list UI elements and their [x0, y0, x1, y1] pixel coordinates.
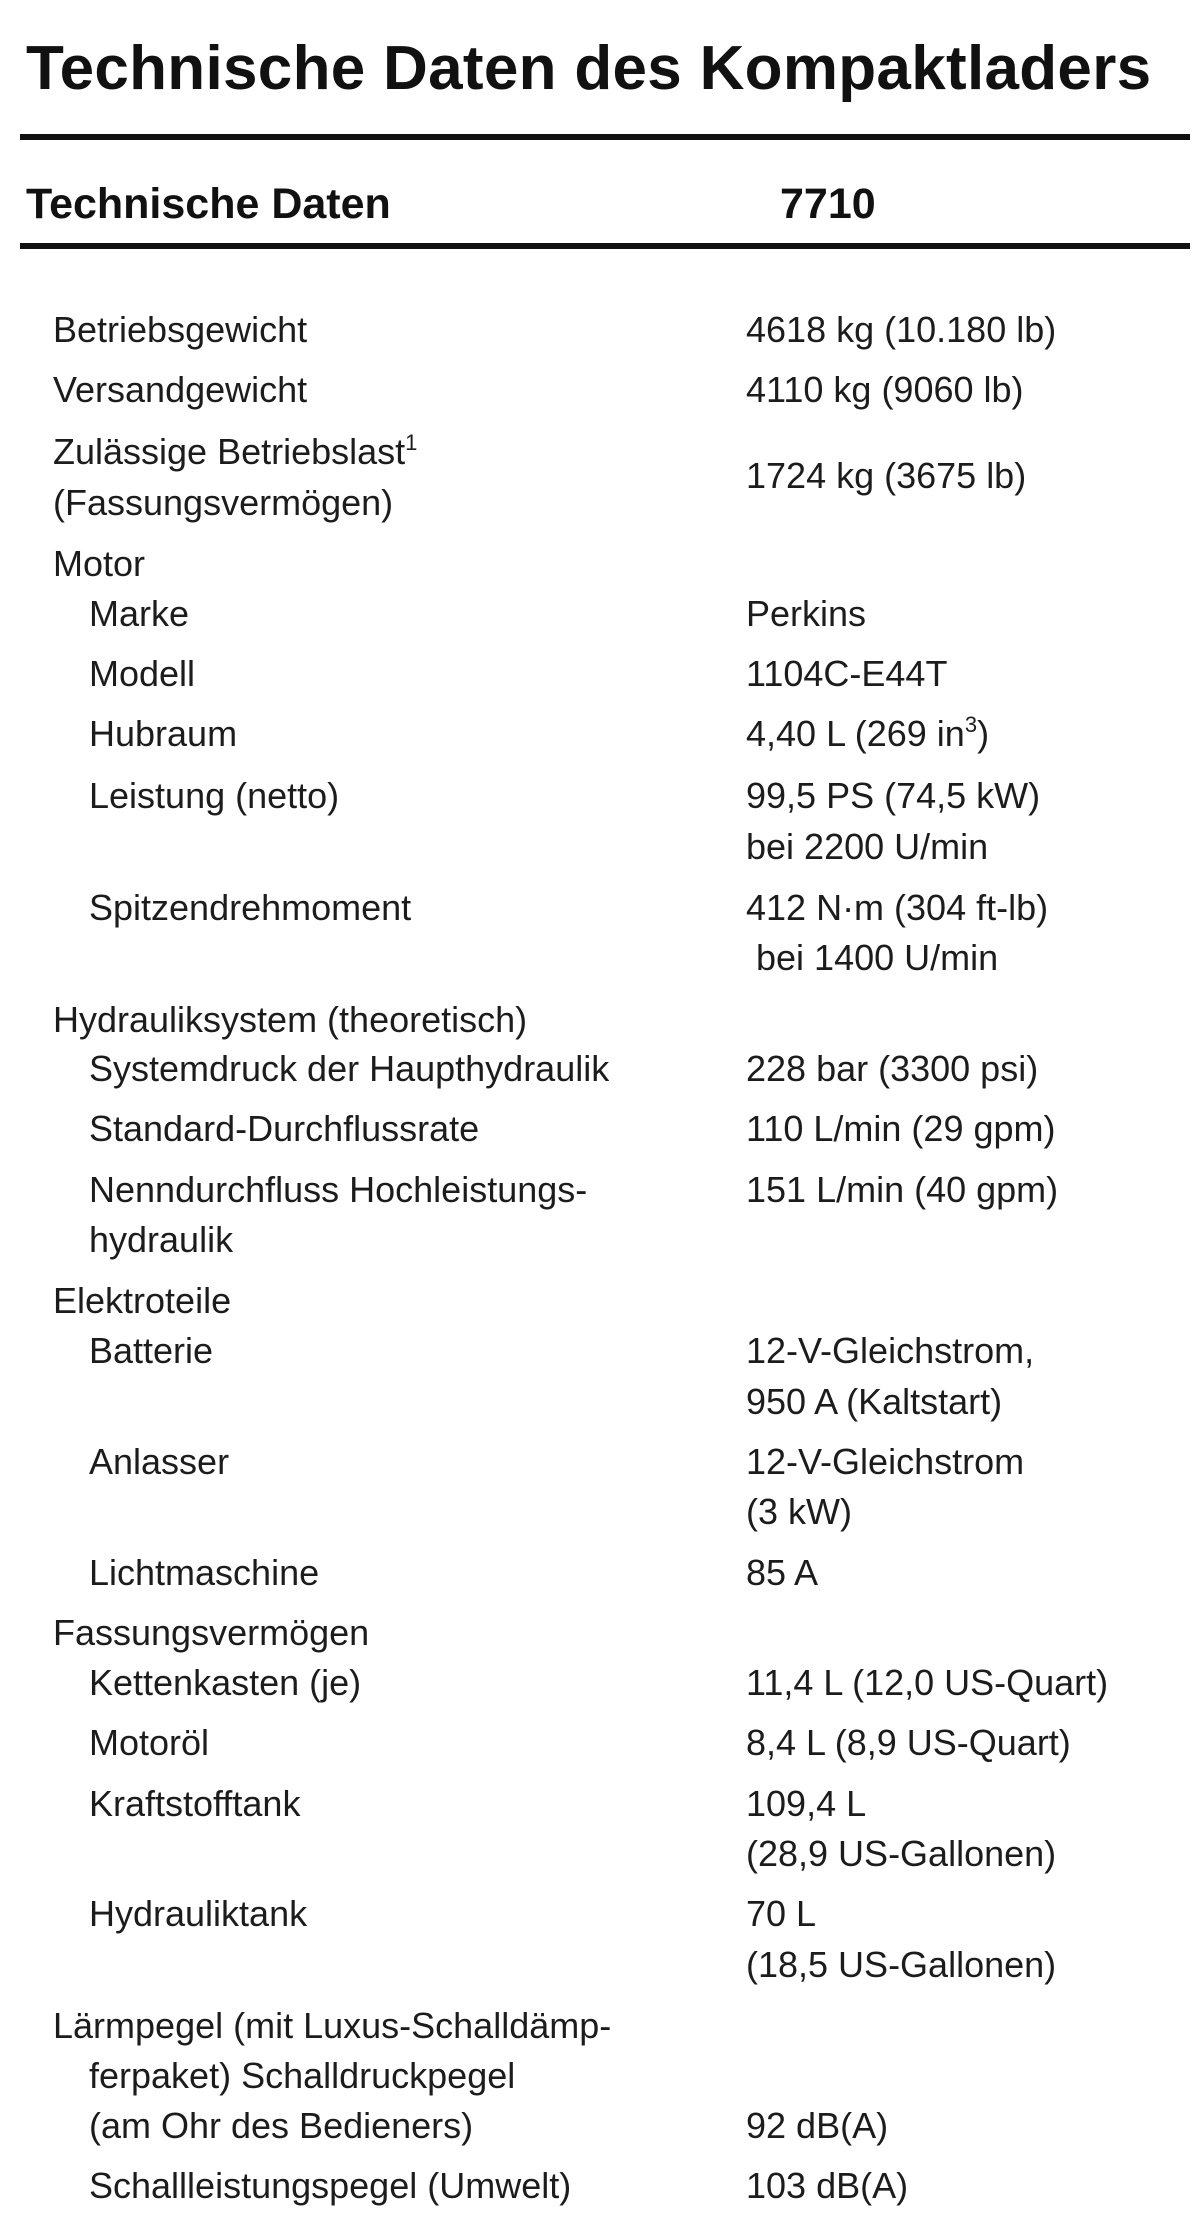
spec-value-leistung-2: bei 2200 U/min: [746, 826, 989, 867]
spec-label-modell: Modell: [89, 653, 196, 694]
spec-label-lichtmaschine: Lichtmaschine: [89, 1552, 320, 1593]
spec-label-systemdruck: Systemdruck der Haupthydraulik: [89, 1048, 610, 1089]
spec-label-hubraum: Hubraum: [89, 713, 238, 754]
spec-label-marke: Marke: [89, 593, 190, 634]
spec-value-marke: Perkins: [746, 593, 867, 634]
spec-value-kraftstoff-2: (28,9 US-Gallonen): [746, 1833, 1057, 1874]
spec-value-batterie-2: 950 A (Kaltstart): [746, 1381, 1003, 1422]
spec-label-hochleistung: Nenndurchfluss Hochleistungs-: [89, 1169, 588, 1210]
spec-value-leistung: 99,5 PS (74,5 kW): [746, 775, 1041, 816]
spec-label-drehmoment: Spitzendrehmoment: [89, 887, 412, 928]
spec-value-motoroel: 8,4 L (8,9 US-Quart): [746, 1722, 1071, 1763]
header-model: 7710: [780, 180, 876, 228]
spec-label-umwelt: Schallleistungspegel (Umwelt): [89, 2165, 572, 2206]
spec-value-hydrauliktank: 70 L: [746, 1893, 817, 1934]
spec-value-hubraum: 4,40 L (269 $in^3$): [746, 712, 990, 754]
page-title: Technische Daten des Kompaktladers: [26, 34, 1152, 103]
spec-value-kettenkasten: 11,4 L (12,0 US-Quart): [746, 1662, 1109, 1703]
spec-label-kettenkasten: Kettenkasten (je): [89, 1662, 362, 1703]
spec-value-versandgewicht: 4110 kg (9060 lb): [746, 369, 1024, 410]
spec-value-drehmoment: 412 N·m (304 ft-lb): [746, 887, 1049, 928]
spec-label-motoroel: Motoröl: [89, 1722, 210, 1763]
spec-value-anlasser-2: (3 kW): [746, 1491, 852, 1532]
section-fassung: Fassungsvermögen: [53, 1612, 370, 1653]
spec-value-schalldruck: 92 dB(A): [746, 2105, 889, 2146]
spec-value-batterie: 12-V-Gleichstrom,: [746, 1330, 1035, 1371]
section-laerm: Lärmpegel (mit Luxus-Schalldämp-: [53, 2005, 612, 2046]
footnote-marker: 1: [405, 430, 418, 455]
spec-value-betriebslast: 1724 kg (3675 lb): [746, 455, 1027, 496]
spec-value-systemdruck: 228 bar (3300 psi): [746, 1048, 1039, 1089]
spec-value-drehmoment-2: bei 1400 U/min: [756, 937, 999, 978]
spec-value-hydrauliktank-2: (18,5 US-Gallonen): [746, 1944, 1057, 1985]
spec-label-durchfluss: Standard-Durchflussrate: [89, 1108, 480, 1149]
spec-label-versandgewicht: Versandgewicht: [53, 369, 308, 410]
spec-label-schalldruck: (am Ohr des Bedieners): [89, 2105, 474, 2146]
spec-label-betriebsgewicht: Betriebsgewicht: [53, 309, 308, 350]
spec-value-umwelt: 103 dB(A): [746, 2165, 909, 2206]
spec-label-kraftstoff: Kraftstofftank: [89, 1783, 301, 1824]
spec-value-kraftstoff: 109,4 L: [746, 1783, 867, 1824]
spec-label-leistung: Leistung (netto): [89, 775, 340, 816]
spec-value-anlasser: 12-V-Gleichstrom: [746, 1441, 1025, 1482]
spec-value-lichtmaschine: 85 A: [746, 1552, 819, 1593]
spec-label-anlasser: Anlasser: [89, 1441, 230, 1482]
spec-value-modell: 1104C-E44T: [746, 653, 948, 694]
spec-value-durchfluss: 110 L/min (29 gpm): [746, 1108, 1056, 1149]
spec-value-hochleistung: 151 L/min (40 gpm): [746, 1169, 1059, 1210]
spec-label-hydrauliktank: Hydrauliktank: [89, 1893, 308, 1934]
header-label: Technische Daten: [26, 180, 391, 228]
spec-label-betriebslast-2: (Fassungsvermögen): [53, 482, 394, 523]
spec-label-hochleistung-2: hydraulik: [89, 1219, 234, 1260]
spec-label-betriebslast: Zulässige Betriebslast$^1$: [53, 430, 418, 472]
spec-value-betriebsgewicht: 4618 kg (10.180 lb): [746, 309, 1057, 350]
section-motor: Motor: [53, 543, 146, 584]
section-elektro: Elektroteile: [53, 1280, 232, 1321]
spec-label-batterie: Batterie: [89, 1330, 214, 1371]
section-laerm-2: ferpaket) Schalldruckpegel: [89, 2055, 516, 2096]
section-hydraulik: Hydrauliksystem (theoretisch): [53, 999, 528, 1040]
